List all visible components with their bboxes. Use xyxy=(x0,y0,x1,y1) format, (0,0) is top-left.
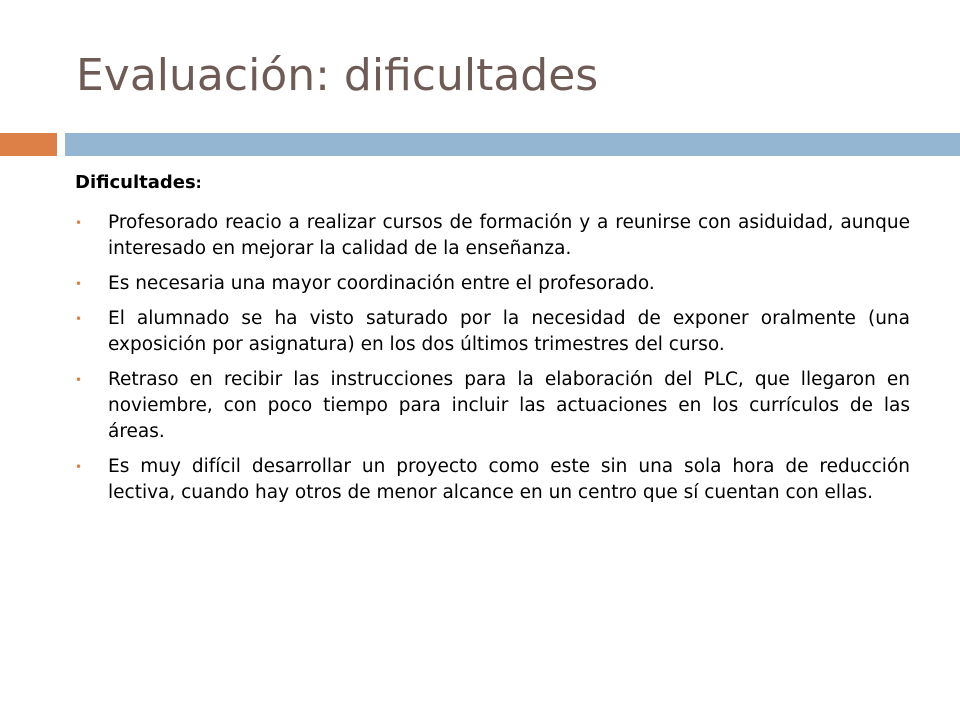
bullet-dot-icon: • xyxy=(75,373,83,387)
slide-body xyxy=(75,168,910,515)
section-heading xyxy=(75,168,910,198)
bullet-dot-icon: • xyxy=(75,216,83,230)
bullet-item xyxy=(75,271,910,297)
bullet-text: Es necesaria una mayor coordinación entre el profesorado. xyxy=(108,273,655,294)
bullet-list xyxy=(75,210,910,506)
title-divider-accent-left xyxy=(0,133,57,156)
bullet-text: Es muy difícil desarrollar un proyecto como este sin una sola hora de reducción lectiva, cuando hay otros de menor alcance en un centro que sí cuentan con ellas. xyxy=(108,456,910,503)
slide-title: Evaluación: dificultades xyxy=(76,50,599,101)
bullet-dot-icon: • xyxy=(75,312,83,326)
bullet-text: El alumnado se ha visto saturado por la necesidad de exponer oralmente (una exposición por asignatura) en los dos últimos trimestres del curso. xyxy=(108,308,910,355)
bullet-dot-icon: • xyxy=(75,460,83,474)
bullet-text: Retraso en recibir las instrucciones para la elaboración del PLC, que llegaron en noviembre, con poco tiempo para incluir las actuaciones en los currículos de las áreas. xyxy=(108,369,910,442)
section-heading-colon: : xyxy=(195,174,202,192)
bullet-item xyxy=(75,454,910,506)
bullet-item xyxy=(75,306,910,358)
bullet-dot-icon: • xyxy=(75,277,83,291)
section-heading-text: Dificultades xyxy=(75,172,196,193)
bullet-text: Profesorado reacio a realizar cursos de formación y a reunirse con asiduidad, aunque interesado en mejorar la calidad de la enseñanza. xyxy=(108,212,910,259)
title-divider-accent-right xyxy=(65,133,960,156)
bullet-item xyxy=(75,210,910,262)
bullet-item xyxy=(75,367,910,445)
